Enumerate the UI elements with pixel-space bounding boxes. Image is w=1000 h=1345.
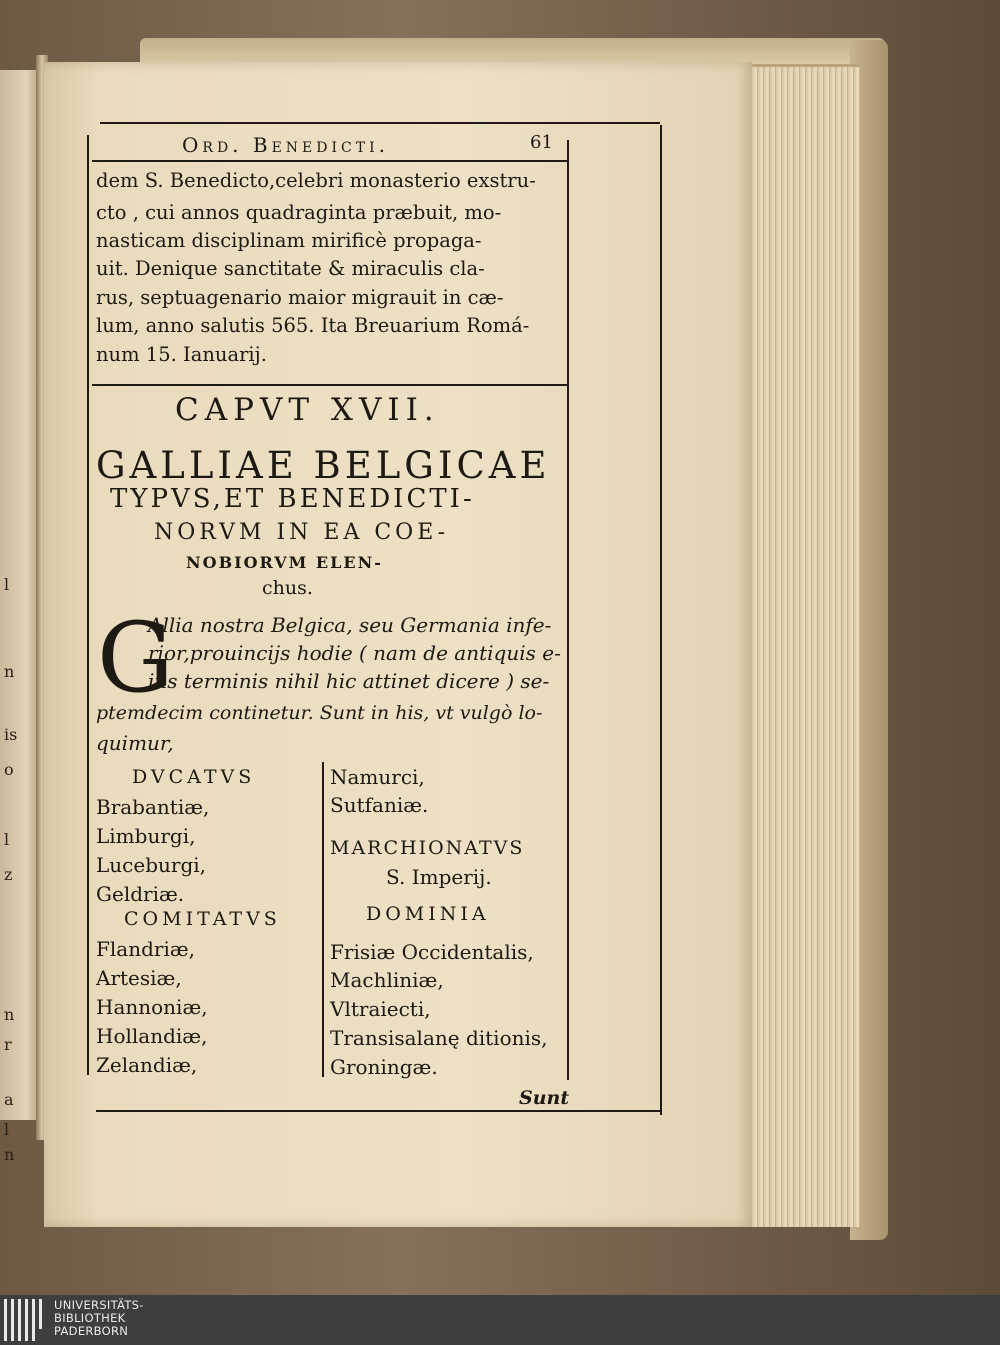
list-item: Transisalanę ditionis, bbox=[330, 1026, 548, 1050]
intro-line: Allia nostra Belgica, seu Germania infe- bbox=[148, 613, 552, 637]
list-item: Brabantiæ, bbox=[96, 795, 210, 819]
body-line: rus, septuagenario maior migrauit in cæ- bbox=[96, 286, 504, 309]
body-line: cto , cui annos quadraginta præbuit, mo- bbox=[96, 201, 502, 224]
body-line: lum, anno salutis 565. Ita Breuarium Romá- bbox=[96, 314, 530, 337]
body-line: num 15. Ianuarij. bbox=[96, 343, 267, 366]
intro-line: quimur, bbox=[96, 731, 174, 755]
list-item: Machliniæ, bbox=[330, 968, 444, 992]
catchword: Sunt bbox=[519, 1087, 570, 1109]
left-page-mark: z bbox=[4, 865, 13, 884]
list-item: Hollandiæ, bbox=[96, 1024, 208, 1048]
list-item: Artesiæ, bbox=[96, 966, 182, 990]
list-item: Luceburgi, bbox=[96, 853, 206, 877]
frame-rule-bottom bbox=[96, 1110, 661, 1112]
list-heading: COMITATVS bbox=[124, 908, 281, 930]
left-page-mark: r bbox=[4, 1035, 12, 1054]
frame-rule-left bbox=[87, 135, 89, 1075]
left-page-mark: is bbox=[4, 725, 18, 744]
list-item: Zelandiæ, bbox=[96, 1053, 198, 1077]
list-heading: DOMINIA bbox=[366, 903, 490, 925]
previous-page-sliver bbox=[0, 70, 40, 1164]
chapter-title-line: chus. bbox=[262, 577, 313, 599]
list-item: S. Imperij. bbox=[386, 865, 492, 889]
library-name-line: PADERBORN bbox=[54, 1324, 129, 1338]
library-name-line: BIBLIOTHEK bbox=[54, 1311, 126, 1325]
list-item: Groningæ. bbox=[330, 1055, 438, 1079]
left-page-mark: l bbox=[4, 1120, 10, 1139]
frame-rule-section bbox=[92, 384, 567, 386]
left-page-mark: n bbox=[4, 1005, 15, 1024]
left-page-mark: a bbox=[4, 1090, 14, 1109]
body-line: dem S. Benedicto,celebri monasterio exstru- bbox=[96, 169, 536, 192]
intro-line: ptemdecim continetur. Sunt in his, vt vulgò lo- bbox=[96, 702, 543, 724]
chapter-title-line: GALLIAE BELGICAE bbox=[96, 444, 551, 487]
drop-initial: G bbox=[97, 602, 174, 714]
list-item: Frisiæ Occidentalis, bbox=[330, 940, 534, 964]
body-line: uit. Denique sanctitate & miraculis cla- bbox=[96, 257, 485, 280]
footer-bar bbox=[0, 1295, 1000, 1345]
frame-rule-under-head bbox=[92, 160, 567, 162]
frame-rule-top bbox=[100, 122, 660, 124]
intro-line: ius terminis nihil hic attinet dicere ) se- bbox=[148, 669, 550, 693]
list-heading: DVCATVS bbox=[132, 766, 256, 788]
list-item: Namurci, bbox=[330, 765, 425, 789]
left-page-mark: n bbox=[4, 1145, 15, 1164]
chapter-title-line: NORVM IN EA COE- bbox=[154, 520, 450, 545]
library-name bbox=[54, 1299, 144, 1338]
list-item: Vltraiecti, bbox=[330, 997, 431, 1021]
library-name-line: UNIVERSITÄTS- bbox=[54, 1298, 144, 1312]
library-logo-icon bbox=[2, 1299, 46, 1341]
frame-rule-inner-right bbox=[567, 140, 569, 1080]
running-head: Ord. Benedicti. bbox=[182, 133, 389, 157]
chapter-heading: CAPVT XVII. bbox=[175, 392, 440, 428]
list-item: Flandriæ, bbox=[96, 937, 195, 961]
left-page-mark: l bbox=[4, 830, 10, 849]
chapter-title-line: TYPVS,ET BENEDICTI- bbox=[110, 484, 475, 514]
page-edges bbox=[748, 64, 860, 1227]
column-divider bbox=[322, 762, 324, 1077]
frame-rule-outer-right bbox=[660, 125, 662, 1115]
left-page-mark: n bbox=[4, 662, 15, 681]
list-heading: MARCHIONATVS bbox=[330, 837, 525, 859]
list-item: Hannoniæ, bbox=[96, 995, 208, 1019]
left-page-mark: l bbox=[4, 575, 10, 594]
intro-line: rior,prouincijs hodie ( nam de antiquis e- bbox=[148, 641, 561, 665]
list-item: Limburgi, bbox=[96, 824, 196, 848]
list-item: Geldriæ. bbox=[96, 882, 185, 906]
list-item: Sutfaniæ. bbox=[330, 793, 429, 817]
page-number: 61 bbox=[530, 132, 553, 153]
left-page-mark: o bbox=[4, 760, 14, 779]
chapter-title-line: NOBIORVM ELEN- bbox=[186, 553, 383, 572]
body-line: nasticam disciplinam mirificè propaga- bbox=[96, 229, 482, 252]
